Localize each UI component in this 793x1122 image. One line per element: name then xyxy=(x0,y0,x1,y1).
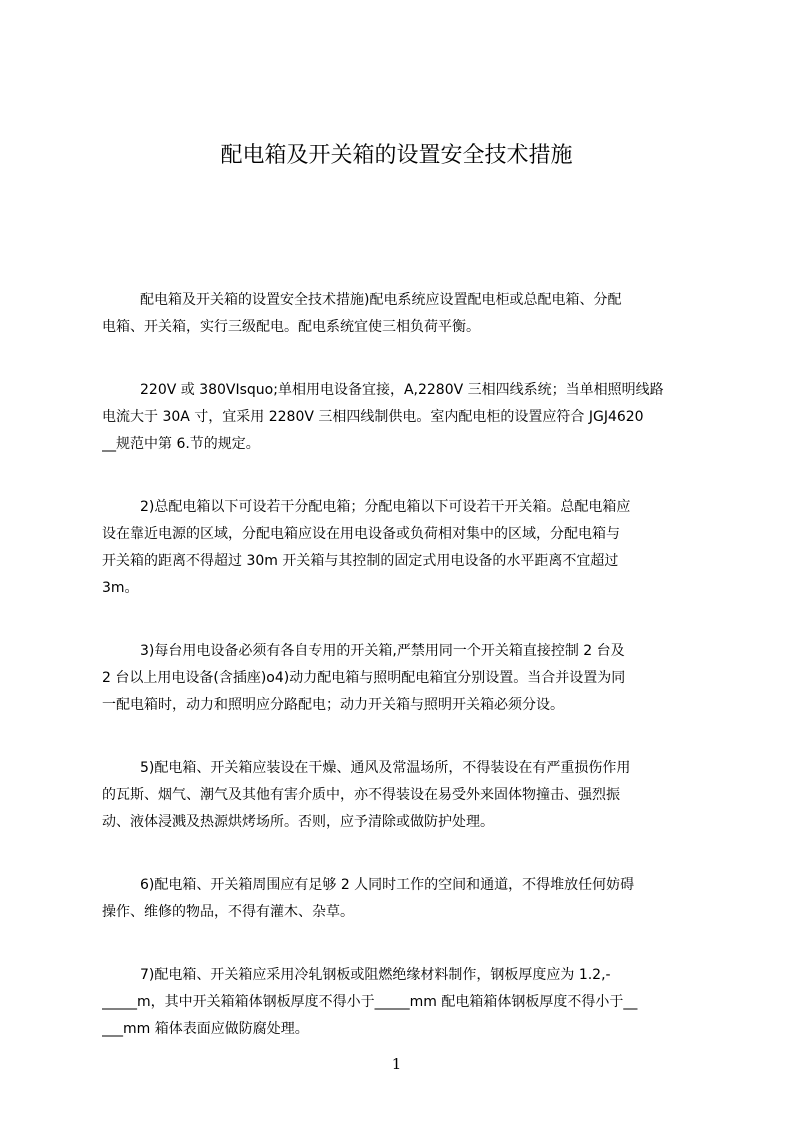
paragraph-line: 2)总配电箱以下可设若干分配电箱；分配电箱以下可设若干开关箱。总配电箱应 xyxy=(140,499,631,515)
paragraph-line: _____m，其中开关箱箱体钢板厚度不得小于_____mm 配电箱箱体钢板厚度不得小于__ xyxy=(102,994,638,1010)
paragraph-4 xyxy=(102,638,698,719)
paragraph-line: 3)每台用电设备必须有各自专用的开关箱,严禁用同一个开关箱直接控制 2 台及 xyxy=(140,643,625,659)
paragraph-line: 2 台以上用电设备(含插座)o4)动力配电箱与照明配电箱宜分别设置。当合并设置为同 xyxy=(102,670,626,686)
paragraph-2 xyxy=(102,377,698,458)
paragraph-3 xyxy=(102,494,698,602)
paragraph-5 xyxy=(102,755,698,836)
paragraph-line: 220V 或 380VIsquo;单相用电设备宜接，A,2280V 三相四线系统；当单相照明线路 xyxy=(140,382,664,398)
paragraph-line: 一配电箱时，动力和照明应分路配电；动力开关箱与照明开关箱必须分设。 xyxy=(102,697,564,713)
paragraph-1 xyxy=(102,287,698,341)
paragraph-line: 电箱、开关箱，实行三级配电。配电系统宜使三相负荷平衡。 xyxy=(102,319,480,335)
paragraph-line: 3m。 xyxy=(102,580,139,596)
paragraph-line: __规范中第 6.节的规定。 xyxy=(102,436,260,452)
paragraph-line: 操作、维修的物品，不得有灌木、杂草。 xyxy=(102,904,354,920)
page-number: 1 xyxy=(391,1055,402,1073)
paragraph-line: 的瓦斯、烟气、潮气及其他有害介质中，亦不得装设在易受外来固体物撞击、强烈振 xyxy=(102,787,620,803)
paragraph-line: 动、液体浸溅及热源烘烤场所。否则，应予清除或做防护处理。 xyxy=(102,814,494,830)
paragraph-line: 配电箱及开关箱的设置安全技术措施)配电系统应设置配电柜或总配电箱、分配 xyxy=(140,292,622,308)
paragraph-line: ___mm 箱体表面应做防腐处理。 xyxy=(102,1021,309,1037)
paragraph-7 xyxy=(102,962,698,1043)
paragraph-line: 5)配电箱、开关箱应装设在干燥、通风及常温场所，不得装设在有严重损伤作用 xyxy=(140,760,631,776)
paragraph-line: 设在靠近电源的区域，分配电箱应设在用电设备或负荷相对集中的区域，分配电箱与 xyxy=(102,526,620,542)
paragraph-line: 7)配电箱、开关箱应采用冷轧钢板或阻燃绝缘材料制作，钢板厚度应为 1.2,- xyxy=(140,967,611,983)
paragraph-line: 开关箱的距离不得超过 30m 开关箱与其控制的固定式用电设备的水平距离不宜超过 xyxy=(102,553,619,569)
document-title: 配电箱及开关箱的设置安全技术措施 xyxy=(220,143,573,168)
document-body xyxy=(102,287,698,1079)
paragraph-line: 6)配电箱、开关箱周围应有足够 2 人同时工作的空间和通道，不得堆放任何妨碍 xyxy=(140,877,635,893)
paragraph-line: 电流大于 30A 寸，宜采用 2280V 三相四线制供电。室内配电柜的设置应符合 JGJ4620 xyxy=(102,409,644,425)
paragraph-6 xyxy=(102,872,698,926)
